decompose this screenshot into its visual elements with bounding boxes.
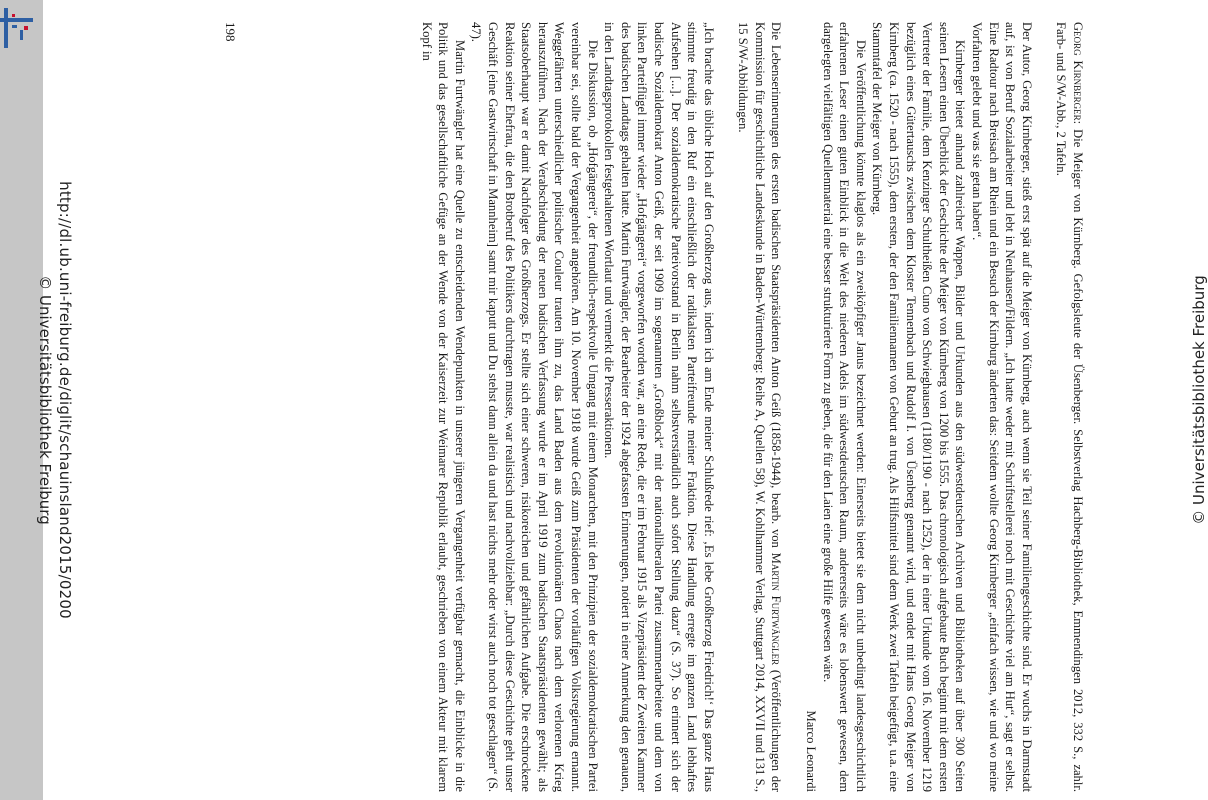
review1-citation: Georg Kirnberger: Die Meiger von Kürnberg. Gefolgsleute der Üsenberger. Selbstverlag Hachberg-Bibliothek, Emmendingen 2012, 332 S., zahlr. Farb- und S/W-Abb., 2 Tafeln. — [1054, 22, 1085, 792]
reviewer-signature: Marco Leonardi — [804, 710, 819, 792]
review1-paragraph: Der Autor, Georg Kirnberger, stieß erst spät auf die Meiger von Kürnberg, auch wenn sie Teil seiner Familiengeschichte sind. Er wuchs in Darmstadt auf, ist von Beruf Sozialarbeiter und lebt in Neuhausen/Fildern. „Ich hatte weder mit Schriftstellerei noch mit Geschichte viel am Hut“, sagt er selbst. Eine Radtour nach Breisach am Rhein und ein Besuch der Kirnburg änderten das: Seitdem wollte Georg Kirnberger „einfach wissen, wie und wo meine Vorfahren gelebt und was sie getan haben“. — [970, 22, 1034, 792]
review1-paragraph: Kirnberger bietet anhand zahlreicher Wappen, Bilder und Urkunden aus den südwestdeutschen Archiven und Bibliotheken auf über 300 Seiten seinen Lesern einen Überblick der Geschichte der Meiger von Kürnberg von 1200 bis 1555. Das chronologisch aufgebaute Buch beginnt mit dem ersten Vertreter der Familie, dem Kenzinger Schultheißen Cuno von Schwieghausen (1180/1190 - nach 1252), der in einer Urkunde vom 16. November 1219 bezüglich eines Gütertauschs zwischen dem Kloster Tennenbach und Rudolf I. von Üsenberg genannt wird, und endet mit Hans Georg Meiger von Kirnberg (ca. 1520 - nach 1555), dem ersten, der den Familiennamen von Geburt an trug. Als Hilfsmittel sind dem Werk zwei Tafeln beigefügt, u.a. eine Stammtafel der Meiger von Kürnberg. — [870, 22, 968, 792]
review1-author: Georg Kirnberger — [1071, 22, 1085, 121]
copyright-notice: © Universitätsbibliothek Freiburg — [36, 275, 54, 525]
review2-paragraph: Martin Furtwängler hat eine Quelle zu entscheidenden Wendepunkten in unserer jüngeren Vergangenheit verfügbar gemacht, die Einblicke in die Politik und das gesellschaftliche Gefüge an der Wende von der Kaiserzeit zur Weimarer Republik erlaubt, geschrieben von einem Akteur mit klarem Kopf in — [419, 22, 467, 792]
review2-paragraph: Die Diskussion, ob „Hofgängerei“, der freundlich-respektvolle Umgang mit einem Monarchen, mit den Prinzipien der sozialdemokratischen Partei vereinbar sei, sollte bald der Vergangenheit angehören. Am 10. November 1918 wurde Geiß zum Präsidenten der vorläufigen Volksregierung ernannt. Weggefährten unterschiedlicher politischer Couleur trauten ihm zu, das Land Baden aus dem revolutionären Chaos nach dem verlorenen Krieg herauszuführen. Nach der Verabschiedung der neuen badischen Verfassung wurde er im April 1919 zum badischen Staatspräsidenten gewählt; als Staatsoberhaupt war er damit Nachfolger des Großherzogs. Er stellte sich einer schweren, risikoreichen und gefährlichen Aufgabe. Die erschrockene Reaktion seiner Ehefrau, die den Brotberuf des Politikers durchtragen musste, war realistisch und nachvollziehbar: „Durch diese Geschichte geht unser Geschäft [eine Gastwirtschaft in Mannheim] samt mir kaputt und Du stehst dann allein da und hast nichts mehr oder wirst auch noch tot geschlagen“ (S. 47). — [469, 22, 600, 792]
page-number: 198 — [223, 22, 238, 42]
source-url[interactable]: http://dl.ub.uni-freiburg.de/diglit/schauinsland2015/0200 — [56, 181, 74, 619]
page-text — [418, 22, 1086, 792]
copyright-notice-mirrored: © Universitätsbibliothek Freiburg — [1190, 275, 1208, 525]
review2-paragraph: „Ich brachte das übliche Hoch auf den Großherzog aus, indem ich am Ende meiner Schlußrede rief: ‚Es lebe Großherzog Friedrich!‘ Das ganze Haus stimmte freudig in den Ruf ein einschließlich der radikalsten Parteifreunde meiner Fraktion. Diese Handlung erregte im ganzen Land lebhaftes Aufsehen [...]. Der sozialdemokratische Parteivorstand in Berlin nahm selbstverständlich auch sofort Stellung dazu“ (S. 37). So erinnert sich der badische Sozialdemokrat Anton Geiß, der seit 1909 im sogenannten „Großblock“ mit der nationalliberalen Partei zusammenarbeitete und dem von linken Parteiflügel immer wieder „Hofgängerei“ vorgeworfen worden war, an eine Rede, die er im Februar 1915 als Vizepräsident der Zweiten Kammer des badischen Landtags gehalten hatte. Martin Furtwängler, der Bearbeiter der 1924 abgefassten Erinnerungen, notiert in einer Anmerkung den genauen, in den Landtagsprotokollen festgehaltenen Wortlaut und vermerkt die Presseraktionen. — [602, 22, 716, 792]
scanned-page — [36, 0, 1208, 800]
review1-paragraph: Die Veröffentlichung könnte klaglos als ein zweiköpfiger Janus bezeichnet werden: Einerseits bietet sie dem nicht unbedingt landesgeschichtlich erfahrenen Leser einen guten Einblick in die Welt des niederen Adels im südwestdeutschen Raum, andererseits wäre es lobenswert gewesen, dem dargelegten vielfältigen Quellenmaterial eine besser strukturierte Form zu geben, die für den Laien eine große Hilfe gewesen wäre. — [820, 22, 868, 792]
scanned-page-viewport — [36, 0, 1208, 800]
review2-editor: Martin Furtwängler — [769, 552, 784, 666]
review2-citation: Die Lebenserinnerungen des ersten badischen Staatspräsidenten Anton Geiß (1858-1944), bearb. von Martin Furtwängler (Veröffentlichungen der Kommission für geschichtliche Landeskunde in Baden-Württemberg: Reihe A, Quellen 58), W. Kohlhammer Verlag, Stuttgart 2014, XXVII und 131 S., 15 S/W-Abbildungen. — [736, 22, 784, 792]
